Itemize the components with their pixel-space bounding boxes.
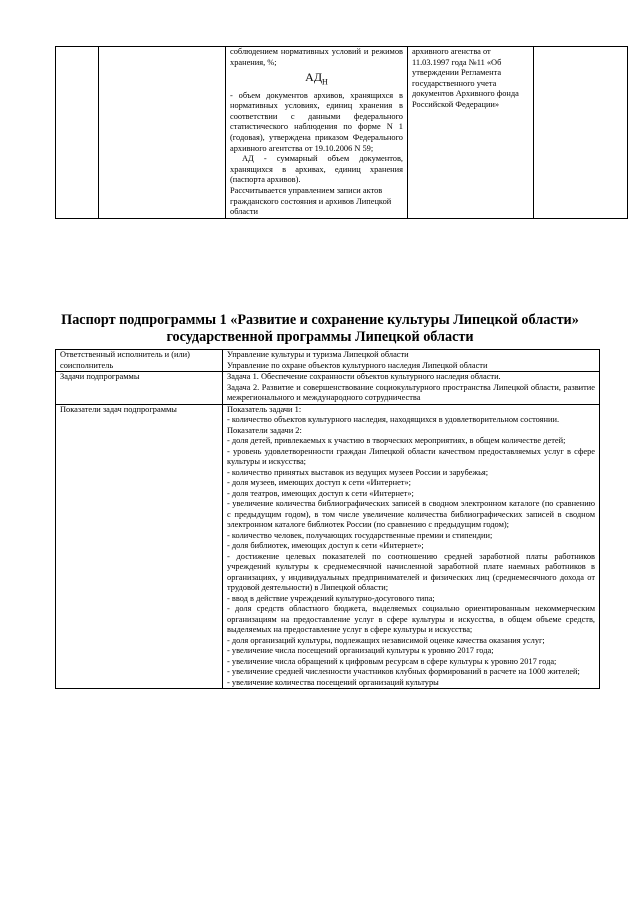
table-row (56, 350, 600, 372)
list-item: - ввод в действие учреждений культурно-досугового типа; (227, 593, 435, 603)
list-item: Управление культуры и туризма Липецкой области (227, 350, 409, 359)
list-item: - доля детей, привлекаемых к участию в творческих мероприятиях, в общем количестве детей; (227, 436, 566, 445)
list-item: - доля библиотек, имеющих доступ к сети «Интернет»; (227, 541, 424, 550)
table-row (56, 47, 628, 219)
row-label-tasks: Задачи подпрограммы (56, 372, 223, 405)
table-cell-empty (534, 47, 628, 219)
list-item: Показатели задачи 2: (227, 425, 302, 435)
list-item: - доля средств областного бюджета, выделяемых социально ориентированным некоммерческим организациям на предоставление услуг в сфере культуры и искусства, в общем объеме средств, выделяемых на предоставление услуг в сфере культуры и искусства; (227, 604, 595, 634)
row-value-tasks (223, 372, 600, 405)
list-item: - достижение целевых показателей по соотношению средней заработной платы работников учреждений культуры к среднемесячной начисленной заработной плате наемных работников в организациях, у индивидуальных предпринимателей и физических лиц (среднемесячного дохода от трудовой деятельности) в Липецкой области; (227, 551, 595, 592)
formula-adn: $АД_Н$ (305, 70, 328, 87)
criteria-table-continuation (55, 46, 628, 219)
list-item: - доля организаций культуры, подлежащих независимой оценке качества оказания услуг; (227, 635, 545, 645)
table-cell-indicator (99, 47, 226, 219)
list-item: - доля музеев, имеющих доступ к сети «Интернет»; (227, 478, 411, 487)
list-item: Задача 1. Обеспечение сохранности объектов культурного наследия области. (227, 372, 501, 381)
list-item: Показатель задачи 1: (227, 404, 302, 414)
passport-table (55, 349, 600, 689)
table-cell-source (408, 47, 534, 219)
list-item: - количество объектов культурного наследия, находящихся в удовлетворительном состоянии. (227, 415, 560, 424)
row-value-executor (223, 350, 600, 372)
table-cell-number (56, 47, 99, 219)
table-cell-method (226, 47, 408, 219)
row-value-indicators (223, 404, 600, 689)
row-label-indicators: Показатели задач подпрограммы (56, 404, 223, 689)
row-label-executor: Ответственный исполнитель и (или) соисполнитель (56, 350, 223, 372)
list-item: - увеличение количества посещений организаций культуры (227, 677, 439, 687)
list-item: Управление по охране объектов культурного наследия Липецкой области (227, 360, 488, 370)
list-item: - количество человек, получающих государственные премии и стипендии; (227, 530, 493, 540)
list-item: - увеличение количества библиографических записей в сводном электронном каталоге (по сравнению с предыдущим годом), в том числе увеличение количества библиографических записей в сводном электронном каталоге библиотек России (по сравнению с предыдущим годом); (227, 499, 595, 529)
method-text-2: - объем документов архивов, хранящихся в нормативных условиях, единиц хранения в соответствии с данными федерального статистического наблюдения по форме N 1 (годовая), утверждена приказом Федерального архивного агентства от 19.10.2006 N 59; (230, 90, 403, 153)
list-item: - увеличение числа обращений к цифровым ресурсам в сфере культуры к уровню 2017 года; (227, 656, 557, 666)
list-item: - увеличение средней численности участников клубных формирований в расчете на 1000 жителей; (227, 667, 580, 676)
list-item: - доля театров, имеющих доступ к сети «Интернет»; (227, 488, 414, 498)
list-item: - увеличение числа посещений организаций культуры к уровню 2017 года; (227, 646, 494, 655)
list-item: - количество принятых выставок из ведущих музеев России и зарубежья; (227, 467, 489, 477)
table-row (56, 372, 600, 405)
table-row (56, 404, 600, 689)
method-text-1: соблюдением нормативных условий и режимов хранения, %; (230, 47, 403, 67)
method-text-4: Рассчитывается управлением записи актов гражданского состояния и архивов Липецкой области (230, 185, 392, 217)
method-text-3: АД - суммарный объем документов, хранящихся в архивах, единиц хранения (паспорта архивов). (230, 154, 403, 185)
list-item: - уровень удовлетворенности граждан Липецкой области качеством предоставляемых услуг в сфере культуры и искусства; (227, 446, 595, 466)
list-item: Задача 2. Развитие и совершенствование социокультурного пространства Липецкой области, развитие межрегионального и международного сотрудничества (227, 382, 595, 402)
source-text: архивного агенства от 11.03.1997 года №11 «Об утверждении Регламента государственного учета документов Архивного фонда Российской Федерации» (412, 47, 519, 109)
page-title: Паспорт подпрограммы 1 «Развитие и сохранение культуры Липецкой области» государственной программы Липецкой области (61, 312, 579, 345)
